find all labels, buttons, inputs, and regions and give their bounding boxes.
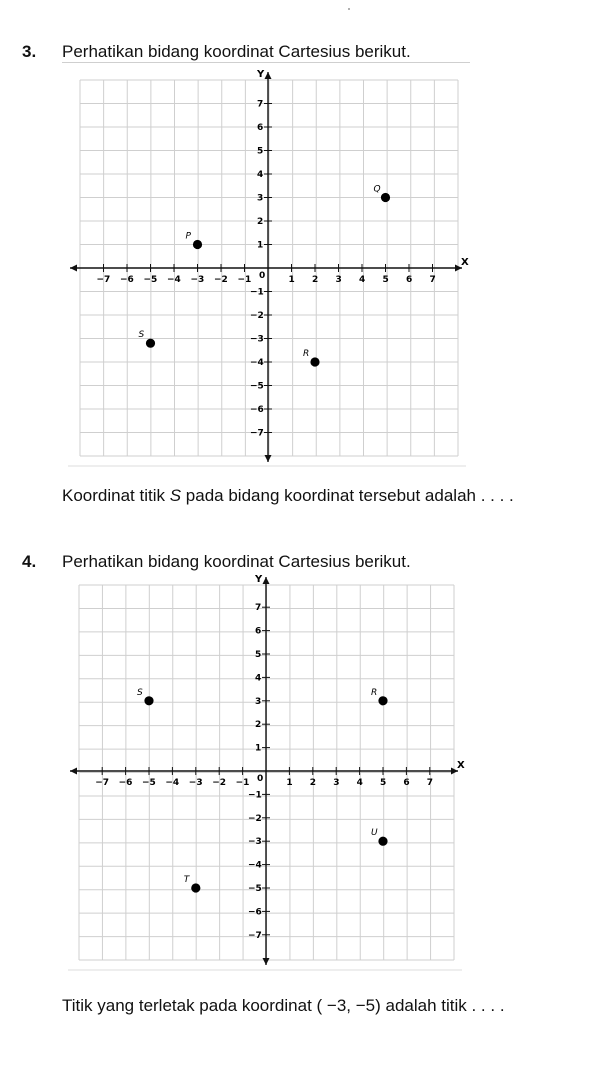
x-tick-label: 6 xyxy=(403,778,410,788)
y-tick-label: −2 xyxy=(248,813,262,824)
point-s xyxy=(146,339,155,348)
question-text-italic: S xyxy=(169,486,182,505)
point-label-s: S xyxy=(137,687,143,698)
y-tick-label: 3 xyxy=(255,696,262,707)
y-tick-label: 7 xyxy=(257,99,264,110)
y-tick-label: −4 xyxy=(250,358,264,368)
y-tick-label: −4 xyxy=(248,860,262,871)
y-tick-label: 6 xyxy=(257,123,264,133)
x-tick-label: 2 xyxy=(312,275,319,285)
x-tick-label: 1 xyxy=(286,778,293,788)
y-tick-label: 4 xyxy=(255,673,262,684)
point-label-q: Q xyxy=(373,184,381,195)
x-tick-label: −3 xyxy=(188,778,203,788)
question-text-after: pada bidang koordinat tersebut adalah . . . . xyxy=(181,486,514,505)
question-number: 4. xyxy=(22,552,37,571)
y-tick-label: 1 xyxy=(255,743,262,754)
y-tick-label: 5 xyxy=(255,650,262,660)
x-axis-label: X xyxy=(457,760,465,771)
x-tick-label: −3 xyxy=(190,275,205,285)
x-axis-arrow-left xyxy=(70,768,77,775)
x-tick-label: 4 xyxy=(359,275,366,285)
point-s xyxy=(144,696,153,705)
x-tick-label: −5 xyxy=(143,275,158,285)
point-label-r: R xyxy=(303,349,310,359)
y-tick-label: −5 xyxy=(250,381,264,392)
origin-label: 0 xyxy=(257,774,264,784)
y-axis-arrow-top xyxy=(263,577,270,584)
x-tick-label: −2 xyxy=(214,275,228,285)
x-tick-label: −4 xyxy=(165,778,180,788)
y-tick-label: 2 xyxy=(255,720,262,731)
x-tick-label: −4 xyxy=(167,275,181,285)
point-t xyxy=(191,883,200,892)
y-tick-label: −6 xyxy=(248,907,262,918)
x-axis-arrow-left xyxy=(70,265,77,272)
point-q xyxy=(381,193,390,202)
x-tick-label: −6 xyxy=(120,275,134,285)
x-tick-label: 7 xyxy=(426,778,434,788)
x-tick-label: 6 xyxy=(406,275,413,285)
point-r xyxy=(310,357,319,366)
x-axis-label: X xyxy=(461,257,469,268)
question-text xyxy=(62,486,514,506)
y-axis-label: Y xyxy=(257,69,265,80)
x-tick-label: −6 xyxy=(118,778,133,788)
point-r xyxy=(378,696,387,705)
y-tick-label: −3 xyxy=(248,837,262,848)
x-tick-label: −7 xyxy=(96,275,111,285)
x-tick-label: 7 xyxy=(429,275,436,285)
x-tick-label: −5 xyxy=(142,778,156,788)
y-tick-label: −2 xyxy=(250,311,264,321)
y-tick-label: 7 xyxy=(255,603,262,614)
y-tick-label: 2 xyxy=(257,217,264,227)
y-tick-label: −3 xyxy=(250,334,264,345)
y-tick-label: −1 xyxy=(248,790,262,801)
question-text xyxy=(62,996,505,1016)
point-label-s: S xyxy=(138,330,145,341)
question-text-before: Titik yang terletak pada koordinat ( −3, −5) adalah titik . . . . xyxy=(62,996,505,1015)
y-tick-label: −1 xyxy=(250,287,264,298)
y-tick-label: −7 xyxy=(248,930,262,941)
coordinate-plane xyxy=(0,505,611,985)
origin-label: 0 xyxy=(259,271,266,281)
x-tick-label: −1 xyxy=(235,778,250,788)
y-axis-arrow-bottom xyxy=(263,958,270,965)
x-tick-label: −2 xyxy=(212,778,227,788)
y-tick-label: −7 xyxy=(250,428,264,439)
point-label-p: P xyxy=(185,231,191,242)
y-axis-arrow-top xyxy=(265,72,272,79)
x-tick-label: 5 xyxy=(382,275,389,285)
x-tick-label: −7 xyxy=(95,778,110,788)
x-tick-label: 4 xyxy=(356,778,363,788)
y-tick-label: 1 xyxy=(257,240,264,251)
coordinate-plane xyxy=(0,0,611,480)
y-tick-label: 5 xyxy=(257,146,264,157)
y-tick-label: 3 xyxy=(257,193,264,204)
x-tick-label: −1 xyxy=(237,275,252,285)
y-axis-label: Y xyxy=(255,574,263,585)
point-u xyxy=(378,837,387,846)
y-tick-label: −5 xyxy=(248,884,262,894)
y-tick-label: −6 xyxy=(250,405,264,415)
point-label-u: U xyxy=(371,828,378,839)
point-label-t: T xyxy=(183,875,190,885)
question-number: 3. xyxy=(22,42,37,61)
y-tick-label: 4 xyxy=(257,170,264,180)
question-text-before: Koordinat titik xyxy=(62,486,170,505)
x-tick-label: 3 xyxy=(335,275,342,285)
question-prompt: Perhatikan bidang koordinat Cartesius berikut. xyxy=(62,42,411,61)
y-tick-label: 6 xyxy=(255,626,262,637)
x-tick-label: 1 xyxy=(288,275,295,285)
x-tick-label: 3 xyxy=(333,778,340,788)
x-tick-label: 5 xyxy=(380,778,387,788)
x-tick-label: 2 xyxy=(309,778,317,788)
y-axis-arrow-bottom xyxy=(265,455,272,462)
point-p xyxy=(193,240,202,249)
question-prompt: Perhatikan bidang koordinat Cartesius berikut. xyxy=(62,552,411,571)
point-label-r: R xyxy=(371,687,378,698)
